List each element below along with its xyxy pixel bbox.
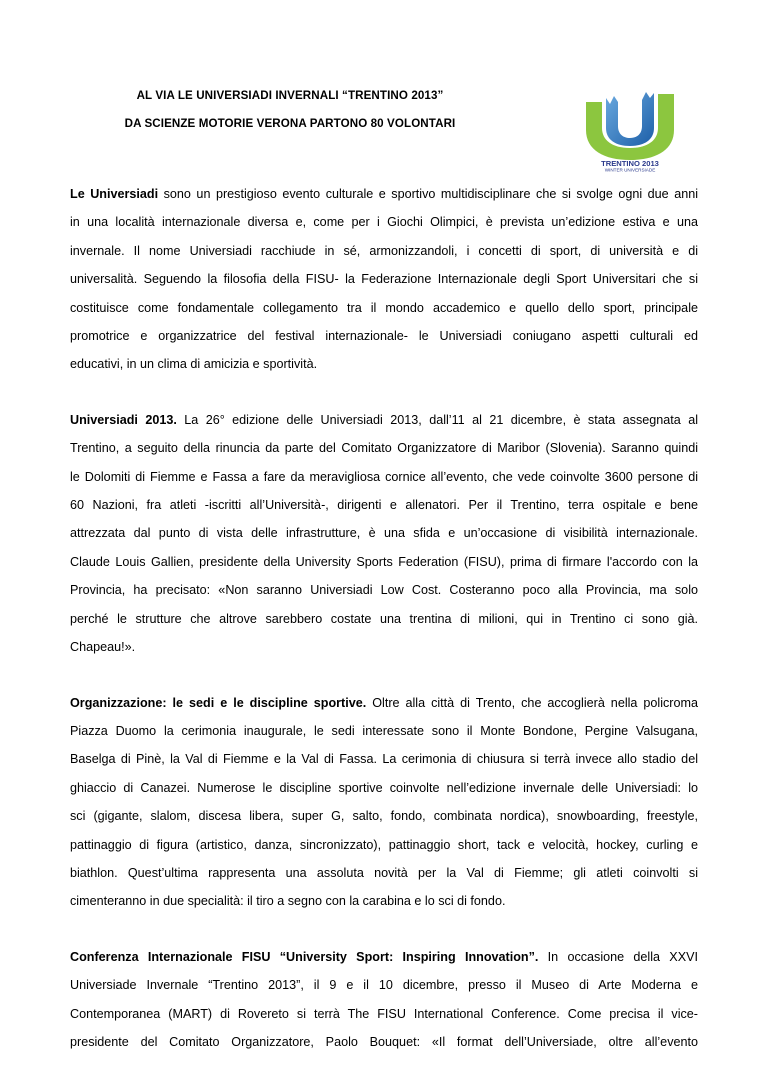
paragraph-conferenza xyxy=(70,943,698,1057)
text-line: cimenteranno in due specialità: il tiro a segno con la carabina e lo sci di fondo. xyxy=(70,894,506,909)
text-line: sci (gigante, slalom, discesa libera, super G, salto, fondo, combinata nordica), snowboarding, freestyle, xyxy=(70,809,698,824)
text-line: Contemporanea (MART) di Rovereto si terrà The FISU International Conference. Come precisa il vice- xyxy=(70,1006,698,1021)
text-line: pattinaggio di figura (artistico, danza, sincronizzato), pattinaggio short, tack e velocità, hockey, curling e xyxy=(70,837,698,852)
paragraph-universiadi-2013 xyxy=(70,406,698,662)
text-line: invernale. Il nome Universiadi racchiude in sé, armonizzandoli, i concetti di sport, di università e di xyxy=(70,243,698,258)
text-line: biathlon. Quest’ultima rappresenta una assoluta novità per la Val di Fiemme; gli atleti coinvolti si xyxy=(70,865,698,880)
text-line: promotrice e organizzatrice del festival internazionale- le Universiadi coniugano aspetti culturali ed xyxy=(70,329,698,344)
document-header xyxy=(70,82,510,138)
logo-green-u-shape xyxy=(586,94,674,160)
text-line: attrezzata dal punto di vista delle infrastrutture, è una sfida e un’occasione di visibilità internazionale. xyxy=(70,526,698,541)
logo-text-winter-universiade: WINTER UNIVERSIADE xyxy=(604,167,656,172)
text-line: Provincia, ha precisato: «Non saranno Universiadi Low Cost. Costeranno poco alla Provincia, ma solo xyxy=(70,583,698,598)
text-line: le Dolomiti di Fiemme e Fassa a fare da meravigliosa cornice all’evento, che vede coinvolte 3600 persone di xyxy=(70,469,698,484)
trentino-2013-logo xyxy=(582,90,678,172)
text-line: In occasione della XXVI xyxy=(538,949,698,964)
paragraph-lead: Universiadi 2013. xyxy=(70,412,177,427)
text-line: ghiaccio di Canazei. Numerose le discipline sportive coinvolte nell’edizione invernale delle Universiadi: lo xyxy=(70,780,698,795)
text-line: 60 Nazioni, fra atleti -iscritti all’Università-, dirigenti e allenatori. Per il Trentino, terra ospitale e bene xyxy=(70,498,698,513)
paragraph-organizzazione xyxy=(70,689,698,916)
text-line: Piazza Duomo la cerimonia inaugurale, le sedi interessate sono il Monte Bondone, Pergine Valsugana, xyxy=(70,723,698,738)
text-line: La 26° edizione delle Universiadi 2013, dall’11 al 21 dicembre, è stata assegnata al xyxy=(176,412,698,427)
text-line: Trentino, a seguito della rinuncia da parte del Comitato Organizzatore di Maribor (Slovenia). Saranno quindi xyxy=(70,441,698,456)
paragraph-lead: Le Universiadi xyxy=(70,187,159,201)
headline-line-1: AL VIA LE UNIVERSIADI INVERNALI “TRENTINO 2013” xyxy=(136,89,444,102)
text-line: Chapeau!». xyxy=(70,640,136,655)
logo-text-trentino: TRENTINO 2013 xyxy=(601,159,659,168)
text-line: sono un prestigioso evento culturale e sportivo multidisciplinare che si svolge ogni due anni xyxy=(158,187,698,201)
headline-line-2: DA SCIENZE MOTORIE VERONA PARTONO 80 VOLONTARI xyxy=(124,117,456,130)
text-line: costituisce come fondamentale collegamento tra il mondo accademico e quello dello sport, principale xyxy=(70,300,698,315)
text-line: educativi, in un clima di amicizia e sportività. xyxy=(70,357,318,372)
paragraph-lead: Organizzazione: le sedi e le discipline sportive. xyxy=(70,695,367,710)
paragraph-universiadi xyxy=(70,180,698,379)
paragraph-lead: Conferenza Internazionale FISU “University Sport: Inspiring Innovation”. xyxy=(70,949,539,964)
text-line: perché le strutture che altrove sarebbero costate una trentina di milioni, qui in Trentino ci sono già. xyxy=(70,611,698,626)
text-line: Baselga di Pinè, la Val di Fiemme e la Val di Fassa. La cerimonia di chiusura si terrà invece allo stadio del xyxy=(70,752,698,767)
text-line: Claude Louis Gallien, presidente della University Sports Federation (FISU), prima di firmare l'accordo con la xyxy=(70,554,698,569)
text-line: universalità. Seguendo la filosofia della FISU- la Federazione Internazionale degli Sport Universitari che si xyxy=(70,272,698,287)
logo-blue-u-shape xyxy=(606,92,654,146)
text-line: presidente del Comitato Organizzatore, Paolo Bouquet: «Il format dell’Universiade, oltre all’evento xyxy=(70,1034,698,1049)
document-body xyxy=(70,180,698,1083)
text-line: Oltre alla città di Trento, che accoglierà nella policroma xyxy=(366,695,698,710)
text-line: in una località internazionale diversa e, come per i Giochi Olimpici, è prevista un’edizione estiva e una xyxy=(70,215,698,230)
text-line: Universiade Invernale “Trentino 2013”, il 9 e il 10 dicembre, presso il Museo di Arte Moderna e xyxy=(70,978,698,993)
